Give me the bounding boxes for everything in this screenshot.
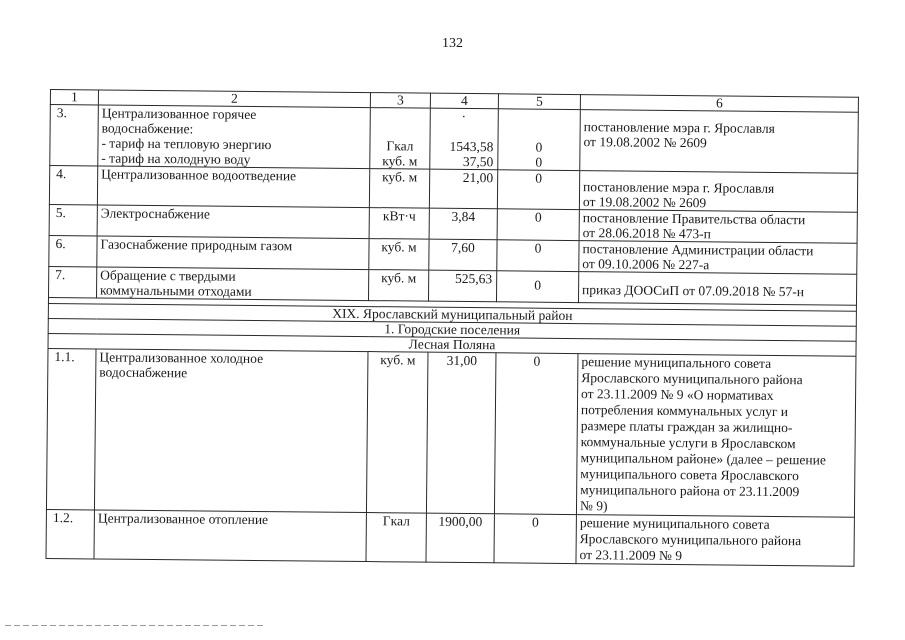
- service-name: [97, 205, 369, 239]
- col5-cell: [498, 109, 581, 171]
- service-line: водоснабжение:: [101, 120, 194, 137]
- row-number: 6.: [49, 235, 97, 266]
- reference-line: № 9): [579, 498, 608, 514]
- scan-artifact-line: [5, 625, 265, 626]
- reference-cell: [579, 241, 857, 275]
- unit-cell: [370, 108, 431, 170]
- reference-line: постановление мэра г. Ярославля: [583, 179, 775, 196]
- service-line: коммунальными отходами: [100, 282, 252, 299]
- reference-cell: [578, 272, 856, 306]
- col5-cell: 0: [494, 514, 576, 564]
- reference-line: муниципального совета Ярославского: [580, 466, 800, 484]
- col5-value: 0: [535, 154, 543, 170]
- header-cell: 6: [580, 95, 858, 113]
- value-cell: 21,00: [429, 169, 497, 209]
- unit-cell: куб. м: [368, 270, 428, 302]
- row-number: 5.: [49, 204, 97, 235]
- service-line: Централизованное горячее: [101, 105, 257, 122]
- tariff-document: [45, 89, 857, 567]
- reference-cell: [576, 515, 854, 567]
- value: 1543,58: [449, 138, 494, 155]
- col5-cell: 0: [497, 170, 579, 210]
- row-number: 4.: [49, 166, 97, 205]
- reference-line: размере платы граждан за жилищно-: [580, 418, 793, 436]
- row-number: 3.: [50, 105, 99, 166]
- col5-value: 0: [535, 139, 543, 155]
- header-cell: 3: [370, 93, 430, 109]
- value: 37,50: [462, 153, 494, 170]
- value-cell: 7,60: [429, 239, 497, 271]
- unit-cell: кВт·ч: [369, 208, 429, 240]
- col5-cell: 0: [497, 209, 579, 241]
- value-cell: 3,84: [429, 208, 497, 240]
- page-number: 132: [442, 36, 463, 51]
- reference-line: потребления коммунальных услуг и: [580, 402, 789, 420]
- reference-line: от 19.08.2002 № 2609: [583, 134, 707, 151]
- service-name: [94, 349, 368, 513]
- reference-line: от 28.06.2018 № 473-п: [582, 225, 711, 242]
- unit-cell: Гкал: [366, 513, 426, 563]
- col5-value: 0: [534, 277, 542, 293]
- reference-line: от 19.08.2002 № 2609: [582, 194, 707, 211]
- service-name: [97, 236, 369, 270]
- value-cell: [430, 108, 499, 170]
- value-cell: 525,63: [428, 270, 496, 302]
- service-line: - тариф на холодную воду: [101, 150, 251, 167]
- reference-line: Ярославского муниципального района: [581, 370, 803, 388]
- reference-line: от 23.11.2009 № 9: [579, 547, 683, 564]
- reference-line: постановление Правительства области: [582, 210, 806, 228]
- reference-line: муниципального района от 23.11.2009: [580, 482, 800, 500]
- reference-line: от 23.11.2009 № 9 «О нормативах: [581, 386, 774, 403]
- header-cell: 4: [430, 93, 498, 109]
- service-name: [98, 105, 371, 169]
- service-line: - тариф на тепловую энергию: [101, 135, 272, 153]
- reference-line: коммунальные услуги в Ярославском: [580, 434, 796, 452]
- unit-cell: куб. м: [366, 352, 428, 514]
- reference-line: постановление мэра г. Ярославля: [583, 119, 775, 136]
- reference-line: Ярославского муниципального района: [579, 531, 802, 549]
- unit-cell: куб. м: [369, 239, 429, 271]
- col5-cell: [496, 271, 578, 303]
- reference-line: муниципальном районе» (далее – решение: [580, 450, 826, 468]
- header-cell: 2: [98, 90, 370, 108]
- service-line: Централизованное холодное: [99, 349, 264, 367]
- header-cell: 1: [50, 90, 98, 105]
- service-line: Газоснабжение природным газом: [100, 236, 293, 254]
- table-row: [46, 348, 856, 517]
- row-number: 1.2.: [46, 509, 94, 558]
- service-line: Централизованное водоотведение: [101, 166, 297, 184]
- table-row: [50, 105, 859, 174]
- col5-cell: 0: [494, 353, 578, 515]
- service-line: водоснабжение: [99, 364, 188, 381]
- tariff-table: [45, 89, 858, 567]
- header-cell: 5: [498, 94, 580, 110]
- col5-cell: 0: [497, 240, 579, 272]
- value-cell: 31,00: [426, 352, 496, 514]
- reference-cell: [579, 210, 857, 244]
- section-region-title: XIX. Ярославский муниципальный район: [48, 303, 856, 326]
- service-line: Обращение с твердыми: [100, 267, 236, 284]
- row-number: 1.1.: [46, 348, 96, 509]
- reference-line: приказ ДООСиП от 07.09.2018 № 57-н: [582, 282, 805, 300]
- service-line: Электроснабжение: [100, 205, 210, 222]
- service-name: [97, 166, 369, 208]
- service-name: [96, 267, 368, 301]
- reference-cell: [580, 110, 859, 174]
- unit-cell: куб. м: [369, 169, 429, 209]
- reference-cell: [579, 171, 857, 213]
- service-line: Централизованное отопление: [97, 510, 269, 528]
- reference-line: от 09.10.2006 № 227-а: [582, 256, 710, 273]
- reference-line: решение муниципального совета: [579, 515, 770, 532]
- unit: Гкал: [386, 138, 414, 154]
- reference-cell: [576, 354, 856, 518]
- reference-line: решение муниципального совета: [581, 354, 772, 371]
- service-name: [94, 510, 366, 562]
- value-dot: ·: [461, 108, 467, 124]
- unit: куб. м: [382, 153, 418, 169]
- section-settlement-title: Лесная Поляна: [48, 333, 856, 356]
- reference-line: постановление Администрации области: [582, 241, 814, 259]
- value-cell: 1900,00: [426, 513, 494, 563]
- table-row: [46, 509, 854, 566]
- row-number: 7.: [48, 266, 96, 297]
- section-urban-title: 1. Городские поселения: [48, 318, 856, 341]
